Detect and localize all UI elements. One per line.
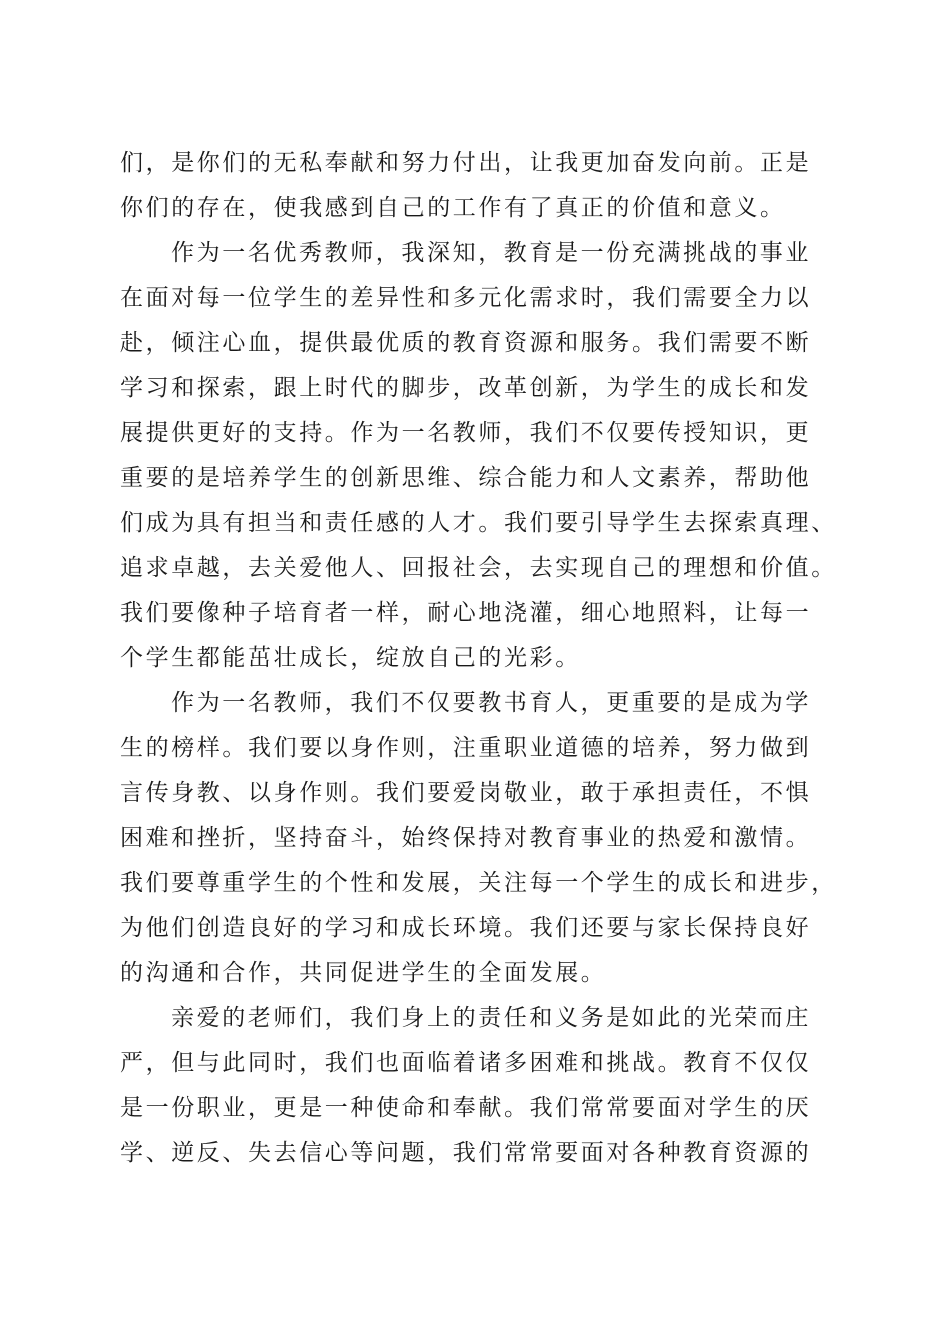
text-line: 们成为具有担当和责任感的人才。我们要引导学生去探索真理、 xyxy=(120,510,837,536)
text-line: 展提供更好的支持。作为一名教师，我们不仅要传授知识，更 xyxy=(120,420,812,446)
paragraph-start-line: 作为一名教师，我们不仅要教书育人，更重要的是成为学 xyxy=(171,690,811,716)
text-line: 言传身教、以身作则。我们要爱岗敬业，敢于承担责任，不惧 xyxy=(120,780,812,806)
text-line: 的沟通和合作，共同促进学生的全面发展。 xyxy=(120,960,607,986)
text-line: 在面对每一位学生的差异性和多元化需求时，我们需要全力以 xyxy=(120,285,812,311)
body-text xyxy=(120,141,835,1176)
text-line: 为他们创造良好的学习和成长环境。我们还要与家长保持良好 xyxy=(120,915,812,941)
text-line: 们，是你们的无私奉献和努力付出，让我更加奋发向前。正是 xyxy=(120,150,812,176)
paragraph-start-line: 亲爱的老师们，我们身上的责任和义务是如此的光荣而庄 xyxy=(171,1005,811,1031)
text-line: 你们的存在，使我感到自己的工作有了真正的价值和意义。 xyxy=(120,195,786,221)
text-line: 严，但与此同时，我们也面临着诸多困难和挑战。教育不仅仅 xyxy=(120,1050,812,1076)
text-line: 追求卓越，去关爱他人、回报社会，去实现自己的理想和价值。 xyxy=(120,555,837,581)
text-line: 个学生都能茁壮成长，绽放自己的光彩。 xyxy=(120,645,581,671)
text-line: 生的榜样。我们要以身作则，注重职业道德的培养，努力做到 xyxy=(120,735,812,761)
text-line: 我们要尊重学生的个性和发展，关注每一个学生的成长和进步， xyxy=(120,870,837,896)
text-line: 是一份职业，更是一种使命和奉献。我们常常要面对学生的厌 xyxy=(120,1095,812,1121)
text-line: 赴，倾注心血，提供最优质的教育资源和服务。我们需要不断 xyxy=(120,330,812,356)
text-line: 重要的是培养学生的创新思维、综合能力和人文素养，帮助他 xyxy=(120,465,812,491)
text-line: 困难和挫折，坚持奋斗，始终保持对教育事业的热爱和激情。 xyxy=(120,825,812,851)
paragraph-start-line: 作为一名优秀教师，我深知，教育是一份充满挑战的事业 xyxy=(171,240,811,266)
text-line: 学习和探索，跟上时代的脚步，改革创新，为学生的成长和发 xyxy=(120,375,812,401)
text-line: 学、逆反、失去信心等问题，我们常常要面对各种教育资源的 xyxy=(120,1140,812,1166)
text-line: 我们要像种子培育者一样，耐心地浇灌，细心地照料，让每一 xyxy=(120,600,812,626)
